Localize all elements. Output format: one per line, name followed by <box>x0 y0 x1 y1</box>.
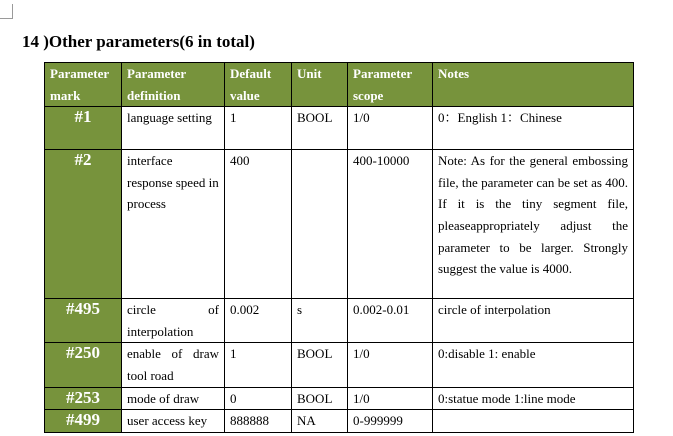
unit: NA <box>292 410 348 433</box>
table-row <box>45 410 634 433</box>
header-parameter-definition: Parameter definition <box>122 63 225 107</box>
default-value: 1 <box>225 107 292 150</box>
unit <box>292 150 348 299</box>
table-header-row <box>45 63 634 107</box>
parameter-definition: enable of draw tool road <box>122 343 225 387</box>
table-row <box>45 299 634 343</box>
header-parameter-scope: Parameter scope <box>348 63 433 107</box>
unit: BOOL <box>292 107 348 150</box>
header-unit: Unit <box>292 63 348 107</box>
parameter-scope: 0-999999 <box>348 410 433 433</box>
notes: circle of interpolation <box>433 299 634 343</box>
parameter-scope: 1/0 <box>348 343 433 387</box>
notes: Note: As for the general embossing file, the parameter can be set as 400. If it is the tiny segment file, pleaseappropriately adjust the parameter to be larger. Strongly suggest the value is 4000. <box>433 150 634 299</box>
notes: 0:statue mode 1:line mode <box>433 387 634 410</box>
table-row <box>45 150 634 299</box>
parameter-table <box>44 62 634 433</box>
parameter-mark: #1 <box>45 107 122 150</box>
header-parameter-mark: Parameter mark <box>45 63 122 107</box>
default-value: 0 <box>225 387 292 410</box>
parameter-definition: circle of interpolation <box>122 299 225 343</box>
notes: 0:disable 1: enable <box>433 343 634 387</box>
parameter-mark: #495 <box>45 299 122 343</box>
parameter-definition: interface response speed in process <box>122 150 225 299</box>
parameter-mark: #499 <box>45 410 122 433</box>
parameter-mark: #253 <box>45 387 122 410</box>
table-row <box>45 343 634 387</box>
parameter-mark: #2 <box>45 150 122 299</box>
page-corner-mark <box>0 4 13 19</box>
parameter-mark: #250 <box>45 343 122 387</box>
header-default-value: Default value <box>225 63 292 107</box>
parameter-scope: 400-10000 <box>348 150 433 299</box>
notes: 0：English 1：Chinese <box>433 107 634 150</box>
header-notes: Notes <box>433 63 634 107</box>
page-title: 14 )Other parameters(6 in total) <box>22 32 255 51</box>
default-value: 0.002 <box>225 299 292 343</box>
unit: BOOL <box>292 387 348 410</box>
parameter-scope: 1/0 <box>348 387 433 410</box>
parameter-definition: language setting <box>122 107 225 150</box>
parameter-scope: 0.002-0.01 <box>348 299 433 343</box>
default-value: 888888 <box>225 410 292 433</box>
parameter-definition: user access key <box>122 410 225 433</box>
parameter-scope: 1/0 <box>348 107 433 150</box>
unit: BOOL <box>292 343 348 387</box>
table-row <box>45 387 634 410</box>
default-value: 400 <box>225 150 292 299</box>
unit: s <box>292 299 348 343</box>
notes <box>433 410 634 433</box>
default-value: 1 <box>225 343 292 387</box>
table-row <box>45 107 634 150</box>
parameter-definition: mode of draw <box>122 387 225 410</box>
